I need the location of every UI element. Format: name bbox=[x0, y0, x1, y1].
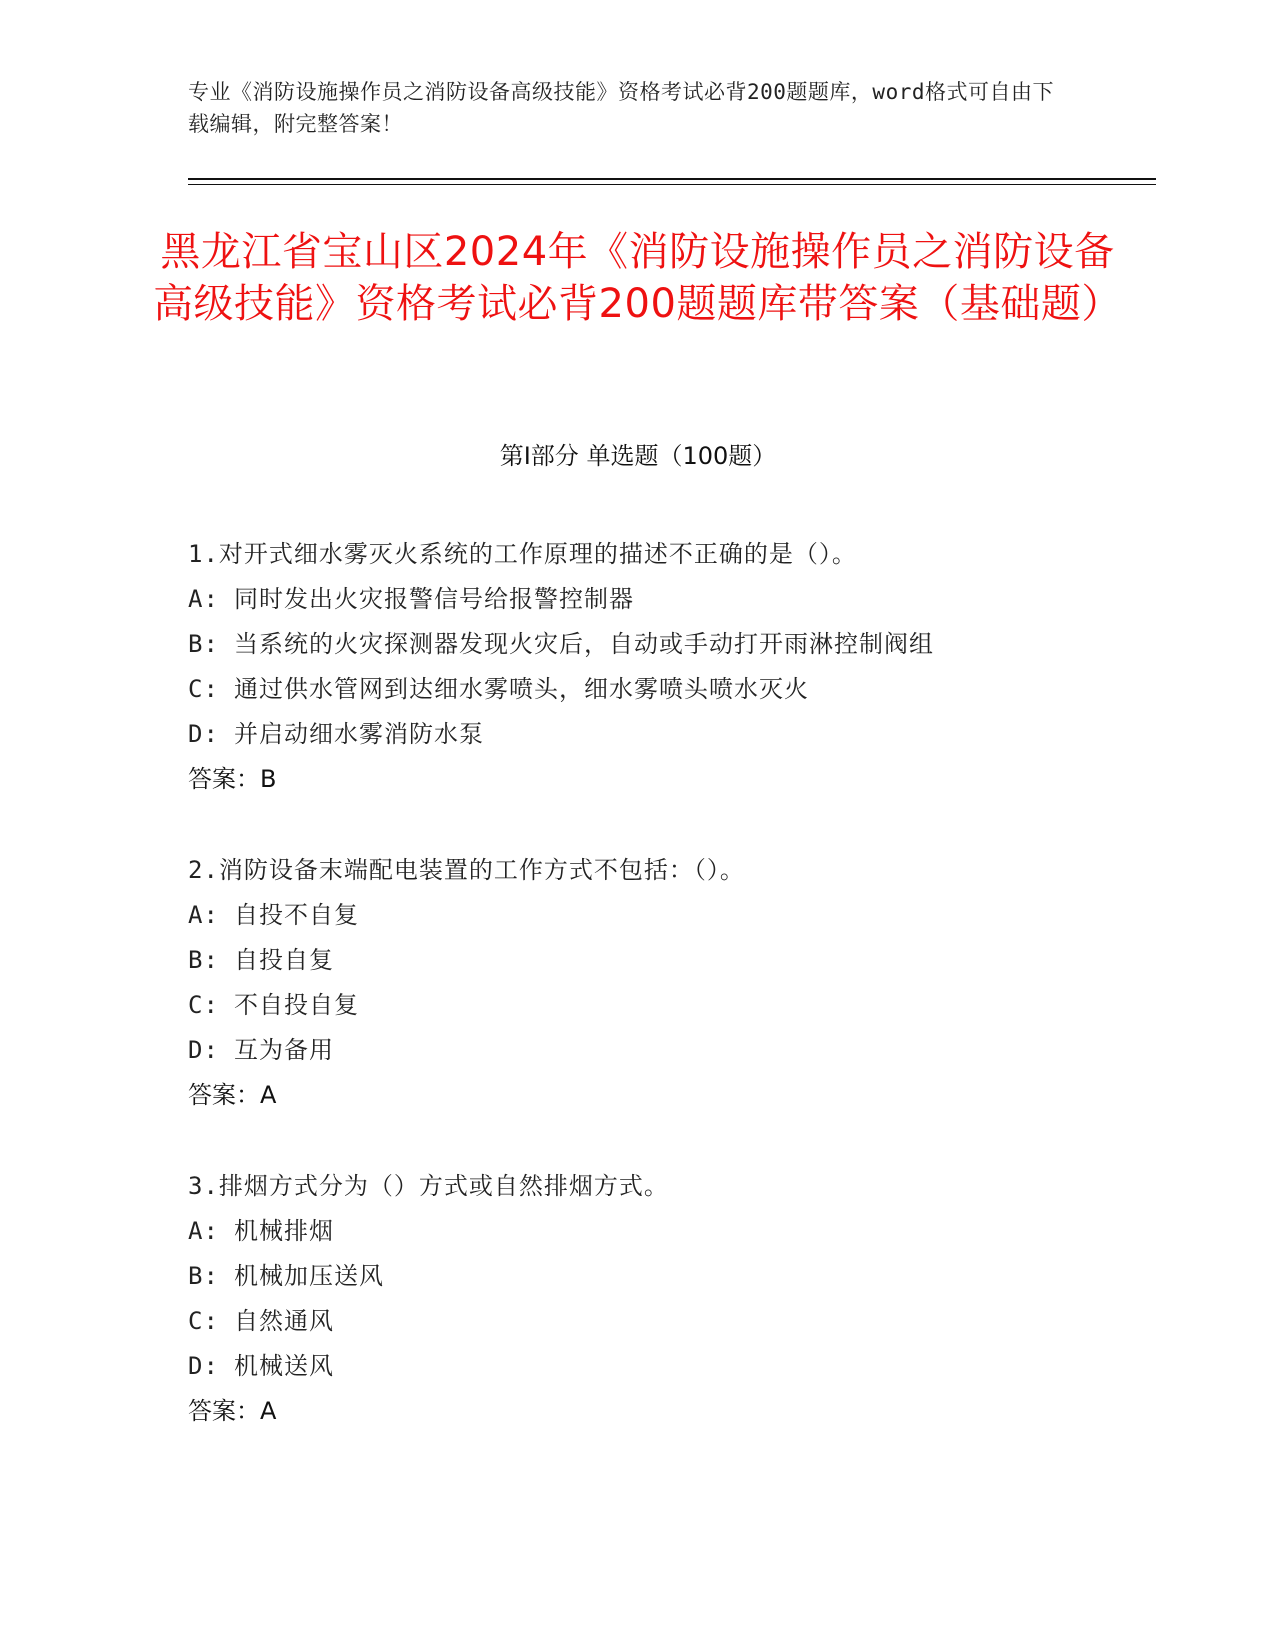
option-text: 自投自复 bbox=[234, 946, 334, 974]
option-text: 自投不自复 bbox=[234, 901, 359, 929]
option-letter: A: bbox=[188, 585, 219, 613]
option-letter: B: bbox=[188, 946, 219, 974]
question-stem: 3.排烟方式分为（）方式或自然排烟方式。 bbox=[188, 1172, 669, 1200]
question-answer: 答案：B bbox=[188, 765, 277, 793]
header-divider-thick bbox=[188, 178, 1156, 180]
option-c bbox=[188, 983, 1138, 1028]
option-text: 并启动细水雾消防水泵 bbox=[234, 720, 484, 748]
question-list bbox=[188, 532, 1138, 1480]
option-letter: D: bbox=[188, 1036, 219, 1064]
option-text: 机械送风 bbox=[234, 1352, 334, 1380]
option-text: 不自投自复 bbox=[234, 991, 359, 1019]
option-text: 当系统的火灾探测器发现火灾后，自动或手动打开雨淋控制阀组 bbox=[234, 630, 934, 658]
option-c bbox=[188, 1299, 1138, 1344]
header-divider-thin bbox=[188, 184, 1156, 185]
option-letter: C: bbox=[188, 675, 219, 703]
question-stem: 2.消防设备末端配电装置的工作方式不包括：（）。 bbox=[188, 856, 745, 884]
option-d bbox=[188, 1344, 1138, 1389]
option-letter: C: bbox=[188, 1307, 219, 1335]
section-heading: 第Ⅰ部分 单选题（100题） bbox=[499, 442, 777, 470]
option-letter: D: bbox=[188, 1352, 219, 1380]
option-text: 自然通风 bbox=[234, 1307, 334, 1335]
option-letter: A: bbox=[188, 1217, 219, 1245]
option-text: 机械加压送风 bbox=[234, 1262, 384, 1290]
option-letter: B: bbox=[188, 630, 219, 658]
option-letter: A: bbox=[188, 901, 219, 929]
option-text: 同时发出火灾报警信号给报警控制器 bbox=[234, 585, 634, 613]
question-2 bbox=[188, 848, 1138, 1118]
option-a bbox=[188, 1209, 1138, 1254]
option-c bbox=[188, 667, 1138, 712]
option-d bbox=[188, 1028, 1138, 1073]
option-d bbox=[188, 712, 1138, 757]
option-b bbox=[188, 622, 1138, 667]
option-b bbox=[188, 938, 1138, 983]
document-title: 黑龙江省宝山区2024年《消防设施操作员之消防设备高级技能》资格考试必背200题题库带答案（基础题） bbox=[153, 229, 1122, 327]
option-a bbox=[188, 577, 1138, 622]
option-text: 机械排烟 bbox=[234, 1217, 334, 1245]
header-note: 专业《消防设施操作员之消防设备高级技能》资格考试必背200题题库，word格式可自由下载编辑，附完整答案！ bbox=[188, 80, 1054, 136]
question-1 bbox=[188, 532, 1138, 802]
question-3 bbox=[188, 1164, 1138, 1434]
option-letter: B: bbox=[188, 1262, 219, 1290]
question-stem: 1.对开式细水雾灭火系统的工作原理的描述不正确的是（）。 bbox=[188, 540, 857, 568]
option-b bbox=[188, 1254, 1138, 1299]
option-a bbox=[188, 893, 1138, 938]
option-text: 互为备用 bbox=[234, 1036, 334, 1064]
question-answer: 答案：A bbox=[188, 1397, 277, 1425]
question-answer: 答案：A bbox=[188, 1081, 277, 1109]
option-letter: C: bbox=[188, 991, 219, 1019]
option-text: 通过供水管网到达细水雾喷头，细水雾喷头喷水灭火 bbox=[234, 675, 809, 703]
option-letter: D: bbox=[188, 720, 219, 748]
